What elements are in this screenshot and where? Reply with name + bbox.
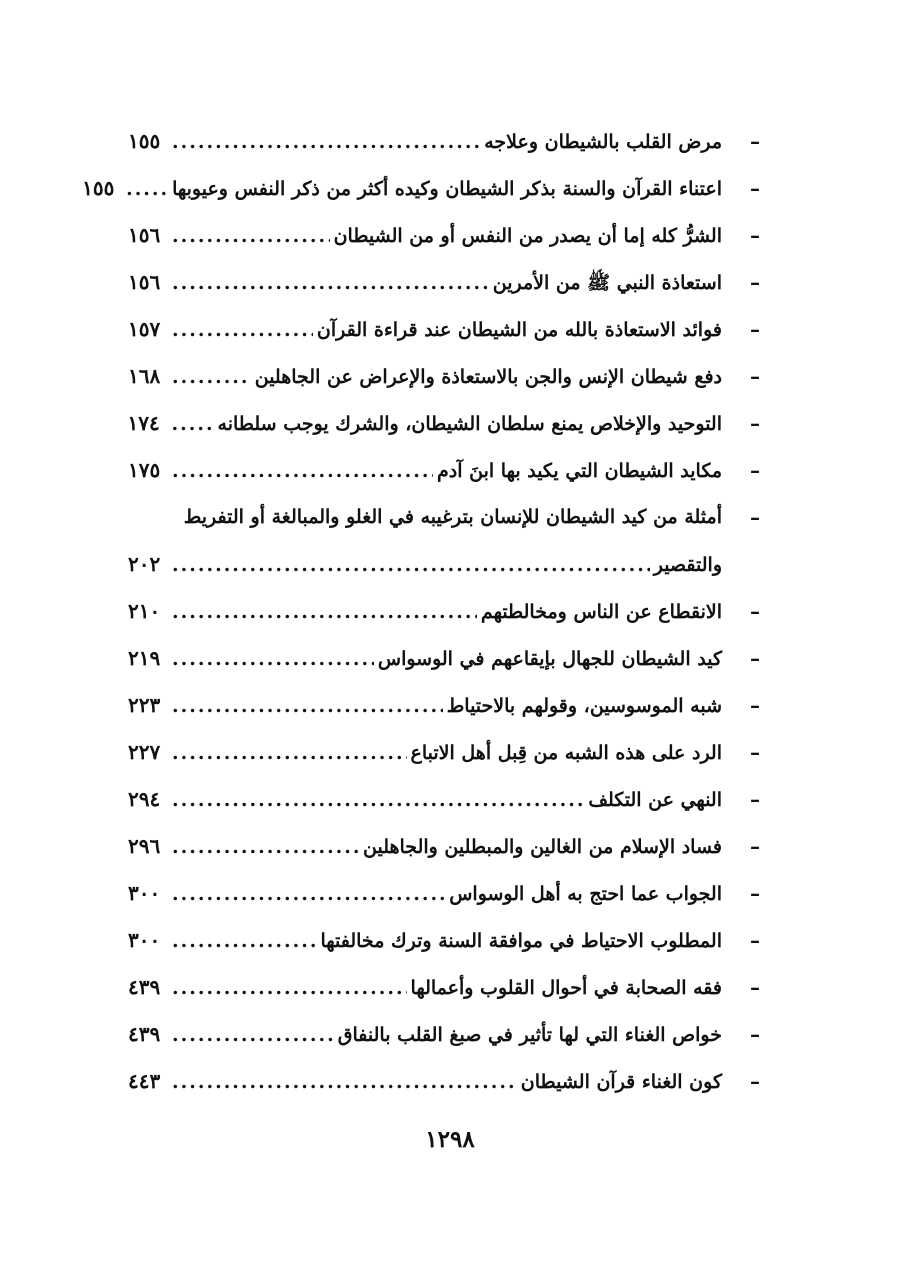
entry-title: فوائد الاستعاذة بالله من الشيطان عند قراءة القرآن: [316, 319, 722, 341]
entry-title: خواص الغناء التي لها تأثير في صبغ القلب بالنفاق: [337, 1024, 722, 1046]
toc-entry: [128, 353, 760, 400]
entry-title-line1: أمثلة من كيد الشيطان للإنسان بترغيبه في الغلو والمبالغة أو التفريط: [183, 506, 722, 528]
entry-title: الجواب عما احتج به أهل الوسواس: [449, 883, 722, 905]
entry-title: اعتناء القرآن والسنة بذكر الشيطان وكيده أكثر من ذكر النفس وعيوبها: [172, 178, 722, 200]
dot-leader: [172, 636, 374, 683]
toc-entry: [128, 870, 760, 917]
toc-line: [128, 118, 722, 165]
entry-title: المطلوب الاحتياط في موافقة السنة وترك مخالفتها: [320, 930, 722, 952]
entry-page: ٢٩٦: [128, 834, 161, 858]
entry-page: ١٦٨: [128, 364, 161, 388]
dot-leader: [172, 683, 443, 730]
entry-page: ٢١٩: [128, 646, 161, 670]
toc-line: [128, 447, 722, 494]
entry-page: ١٥٥: [128, 129, 161, 153]
toc-entry: [128, 729, 760, 776]
bullet-dash: –: [750, 975, 760, 999]
toc-entry: [128, 823, 760, 870]
entry-title: الرد على هذه الشبه من قِبل أهل الاتباع: [410, 742, 722, 764]
bullet-dash: –: [750, 1022, 760, 1046]
entry-page: ٢٠٢: [128, 552, 161, 576]
toc-entry: [128, 118, 760, 165]
entry-page: ١٧٥: [128, 458, 161, 482]
toc-line: [128, 776, 722, 823]
toc-line: [128, 682, 722, 729]
bullet-dash: –: [750, 693, 760, 717]
entry-title: الانقطاع عن الناس ومخالطتهم: [480, 601, 722, 623]
entry-title: والتقصير: [653, 554, 722, 576]
entry-page: ٢٢٣: [128, 693, 161, 717]
entry-title: النهي عن التكلف: [588, 789, 722, 811]
toc-line: [128, 212, 722, 259]
entry-title: مرض القلب بالشيطان وعلاجه: [484, 131, 722, 153]
dot-leader: [172, 777, 584, 824]
toc-entry: [128, 964, 760, 1011]
bullet-dash: –: [750, 411, 760, 435]
entry-title: كيد الشيطان للجهال بإيقاعهم في الوسواس: [377, 648, 722, 670]
entry-page: ٤٤٣: [128, 1069, 161, 1093]
toc-entry: [128, 259, 760, 306]
toc-entry: [128, 588, 760, 635]
toc-entry: [128, 635, 760, 682]
entry-page: ١٥٧: [128, 317, 161, 341]
toc-line: [128, 870, 722, 917]
entry-title: التوحيد والإخلاص يمنع سلطان الشيطان، والشرك يوجب سلطانه: [217, 413, 722, 435]
bullet-dash: –: [750, 317, 760, 341]
dot-leader: [172, 307, 313, 354]
bullet-dash: –: [750, 646, 760, 670]
toc-line: [128, 1011, 722, 1058]
bullet-dash: –: [750, 1069, 760, 1093]
dot-leader: [172, 213, 330, 260]
entry-title: كون الغناء قرآن الشيطان: [520, 1071, 722, 1093]
dot-leader: [172, 401, 214, 448]
bullet-dash: –: [750, 787, 760, 811]
toc-line: [128, 306, 722, 353]
entry-page: ١٥٦: [128, 270, 161, 294]
entry-page: ٢٩٤: [128, 787, 161, 811]
toc-entry: [128, 212, 760, 259]
toc-line: [128, 588, 722, 635]
dot-leader: [126, 166, 168, 213]
bullet-dash: –: [750, 176, 760, 200]
dot-leader: [172, 354, 251, 401]
toc-entry: [128, 1011, 760, 1058]
page-number: ١٢٩٨: [425, 1126, 475, 1153]
bullet-dash: –: [750, 458, 760, 482]
table-of-contents: [82, 118, 760, 1105]
dot-leader: [172, 260, 489, 307]
toc-line: [128, 917, 722, 964]
entry-title: الشرُّ كله إما أن يصدر من النفس أو من الشيطان: [333, 225, 722, 247]
dot-leader: [172, 824, 359, 871]
toc-entry: [128, 400, 760, 447]
dot-leader: [172, 119, 480, 166]
toc-entry: [128, 494, 760, 588]
entry-page: ٣٠٠: [128, 928, 161, 952]
entry-title: فساد الإسلام من الغالين والمبطلين والجاهلين: [363, 836, 722, 858]
entry-title: شبه الموسوسين، وقولهم بالاحتياط: [446, 695, 722, 717]
bullet-dash: –: [750, 364, 760, 388]
toc-entry: [128, 776, 760, 823]
bullet-dash: –: [750, 270, 760, 294]
bullet-dash: –: [750, 881, 760, 905]
toc-line: [128, 964, 722, 1011]
entry-title: استعاذة النبي ﷺ من الأمرين: [492, 272, 722, 294]
entry-page: ١٧٤: [127, 411, 160, 435]
toc-line: [128, 541, 722, 588]
dot-leader: [172, 1059, 517, 1106]
toc-line: [128, 353, 722, 400]
dot-leader: [172, 871, 445, 918]
bullet-dash: –: [750, 599, 760, 623]
toc-line: [128, 1058, 722, 1105]
entry-page: ٤٣٩: [128, 1022, 161, 1046]
entry-page: ٢٢٧: [128, 740, 161, 764]
entry-title: دفع شيطان الإنس والجن بالاستعاذة والإعراض عن الجاهلين: [254, 366, 722, 388]
toc-line: [128, 635, 722, 682]
toc-line: [128, 400, 722, 447]
toc-line: [128, 729, 722, 776]
bullet-dash: –: [750, 223, 760, 247]
bullet-dash: –: [750, 834, 760, 858]
entry-page: ٣٠٠: [128, 881, 161, 905]
dot-leader: [172, 589, 477, 636]
toc-line: [128, 259, 722, 306]
dot-leader: [172, 1012, 334, 1059]
toc-entry: [128, 1058, 760, 1105]
entry-page: ١٥٦: [128, 223, 161, 247]
entry-title: مكايد الشيطان التي يكيد بها ابنَ آدم: [437, 460, 722, 482]
bullet-dash: –: [750, 505, 760, 529]
dot-leader: [172, 448, 433, 495]
toc-line: [128, 823, 722, 870]
toc-entry: [128, 917, 760, 964]
toc-entry: [128, 447, 760, 494]
toc-entry: [128, 306, 760, 353]
entry-page: ١٥٥: [82, 176, 115, 200]
entry-title: فقه الصحابة في أحوال القلوب وأعمالها: [410, 977, 722, 999]
entry-page: ٢١٠: [128, 599, 161, 623]
dot-leader: [172, 730, 407, 777]
toc-entry: [82, 165, 760, 212]
toc-line: [82, 165, 722, 212]
dot-leader: [172, 918, 316, 965]
entry-page: ٤٣٩: [128, 975, 161, 999]
bullet-dash: –: [750, 129, 760, 153]
dot-leader: [172, 965, 407, 1012]
dot-leader: [172, 542, 650, 589]
bullet-dash: –: [750, 740, 760, 764]
bullet-dash: –: [750, 928, 760, 952]
toc-entry: [128, 682, 760, 729]
